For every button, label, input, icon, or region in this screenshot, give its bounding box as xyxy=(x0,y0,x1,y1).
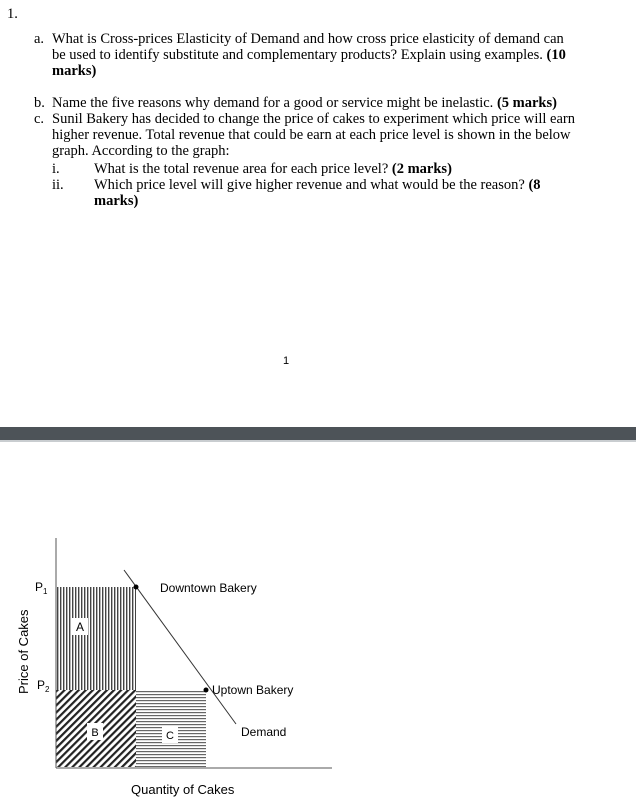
demand-label: Demand xyxy=(241,725,287,739)
downtown-bakery-label: Downtown Bakery xyxy=(160,581,257,595)
point-downtown xyxy=(134,585,139,590)
area-c-label: C xyxy=(166,730,174,742)
point-uptown xyxy=(204,688,209,693)
price-1-label: $P_1$ xyxy=(35,580,48,596)
item-text: Sunil Bakery has decided to change the price of cakes to experiment which price will earn higher revenue. Total revenue that could be earn at each price level is shown in the below graph. According to the graph: xyxy=(52,111,576,159)
y-axis-label: Price of Cakes xyxy=(16,609,31,694)
subitem-label: ii. xyxy=(52,177,64,193)
subitem-marks: (8 marks) xyxy=(94,177,541,209)
item-label: c. xyxy=(34,111,45,127)
x-axis-label: Quantity of Cakes xyxy=(131,782,235,797)
revenue-graph xyxy=(0,442,636,797)
area-b-label: B xyxy=(91,727,99,739)
subitem-label: i. xyxy=(52,161,60,177)
item-label: a. xyxy=(34,31,45,47)
question-number: 1. xyxy=(7,6,18,22)
subitem-marks: (2 marks) xyxy=(391,161,452,177)
item-text: Name the five reasons why demand for a good or service might be inelastic. xyxy=(52,95,494,111)
item-marks: (10 marks) xyxy=(52,47,566,79)
page-number: 1 xyxy=(283,355,290,367)
area-a-label: A xyxy=(75,620,85,634)
page-separator xyxy=(0,427,636,440)
price-2-label: $P_2$ xyxy=(37,678,50,694)
subitem-text: Which price level will give higher revenue and what would be the reason? xyxy=(94,177,525,193)
uptown-bakery-label: Uptown Bakery xyxy=(212,683,294,697)
area-a-fill xyxy=(56,587,136,690)
subitem-text: What is the total revenue area for each price level? xyxy=(94,161,389,177)
item-marks: (5 marks) xyxy=(496,95,557,111)
item-label: b. xyxy=(34,95,45,111)
item-text: What is Cross-prices Elasticity of Demand and how cross price elasticity of demand can be used to identify substitute and complementary products? Explain using examples. xyxy=(52,31,564,63)
